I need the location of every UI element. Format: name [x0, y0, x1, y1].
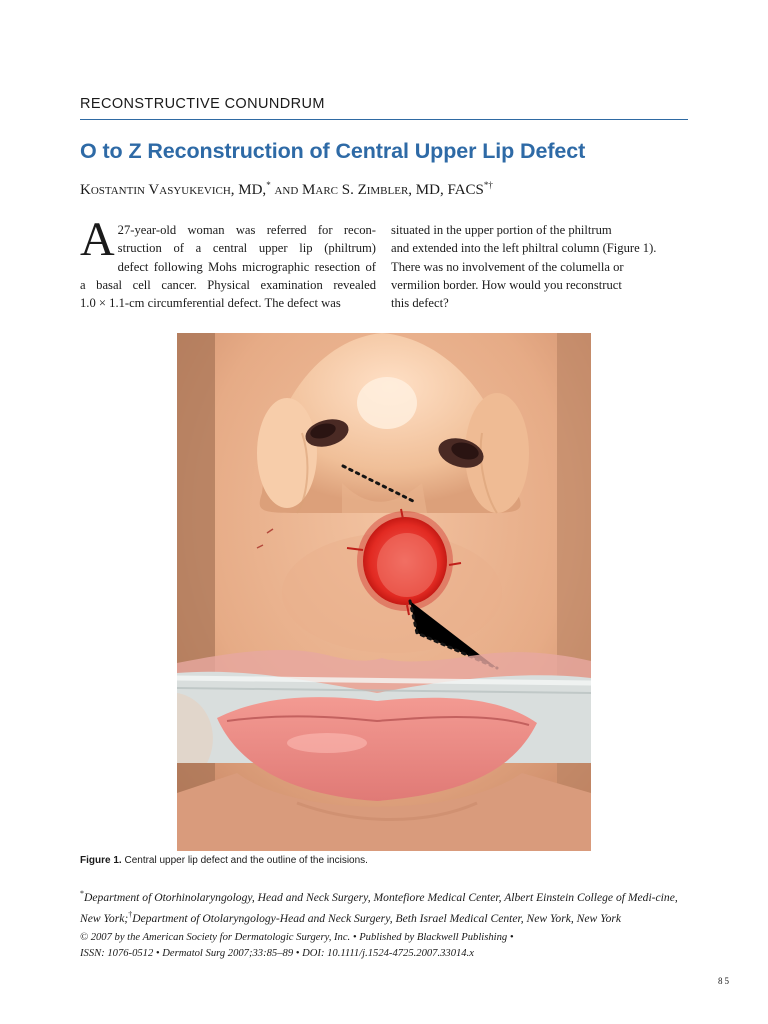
author-name: Kostantin Vasyukevich, MD, [80, 182, 267, 198]
author-line [80, 180, 493, 199]
lip-defect-illustration [177, 333, 591, 851]
figure-caption-text: Central upper lip defect and the outline of the incisions. [124, 855, 368, 866]
body-column-right [391, 221, 687, 312]
article-title: O to Z Reconstruction of Central Upper Lip Defect [80, 139, 586, 163]
body-line: 1.0 × 1.1-cm circumferential defect. The defect was [80, 296, 341, 311]
section-label: RECONSTRUCTIVE CONUNDRUM [80, 96, 325, 112]
affiliation-text: Department of Otorhinolaryngology, Head and Neck Surgery, Montefiore Medical Center, Albert Einstein College of Medi-cine, New York; [80, 890, 678, 926]
issn-line: ISSN: 1076-0512 • Dermatol Surg 2007;33:85–89 • DOI: 10.1111/j.1524-4725.2007.33014.x [80, 948, 474, 959]
body-line: There was no involvement of the columella or [391, 259, 624, 274]
clinical-photograph [177, 333, 591, 851]
body-line: a basal cell cancer. Physical examination revealed [80, 277, 376, 292]
copyright-block [80, 930, 514, 962]
author-affiliation-mark: * [266, 180, 271, 190]
author-conjunction: and [274, 182, 299, 198]
body-line: and extended into the left philtral column (Figure 1). [391, 241, 657, 256]
body-line: struction of a central upper lip (philtrum) [117, 241, 376, 256]
affiliation-text: Department of Otolaryngology-Head and Neck Surgery, Beth Israel Medical Center, New York, New York [132, 912, 622, 926]
body-line: vermilion border. How would you reconstruct [391, 277, 622, 292]
figure-label: Figure 1. [80, 855, 122, 866]
drop-cap: A [80, 213, 115, 266]
author-affiliation-mark: *† [483, 180, 493, 190]
figure-caption [80, 855, 368, 866]
header-rule [80, 119, 688, 120]
author-name: Marc S. Zimbler, MD, FACS [302, 182, 484, 198]
affiliation-footnote [80, 885, 688, 928]
copyright-line: © 2007 by the American Society for Dermatologic Surgery, Inc. • Published by Blackwell Publishing • [80, 932, 514, 943]
page-number: 85 [718, 976, 731, 986]
footnote-mark: * [80, 889, 84, 898]
body-column-left [80, 213, 376, 312]
body-line: situated in the upper portion of the philtrum [391, 223, 612, 237]
body-line: defect following Mohs micrographic resection of [117, 259, 376, 274]
footnote-mark: † [128, 910, 133, 920]
body-line: 27-year-old woman was referred for recon- [117, 223, 376, 237]
body-line: this defect? [391, 296, 449, 311]
